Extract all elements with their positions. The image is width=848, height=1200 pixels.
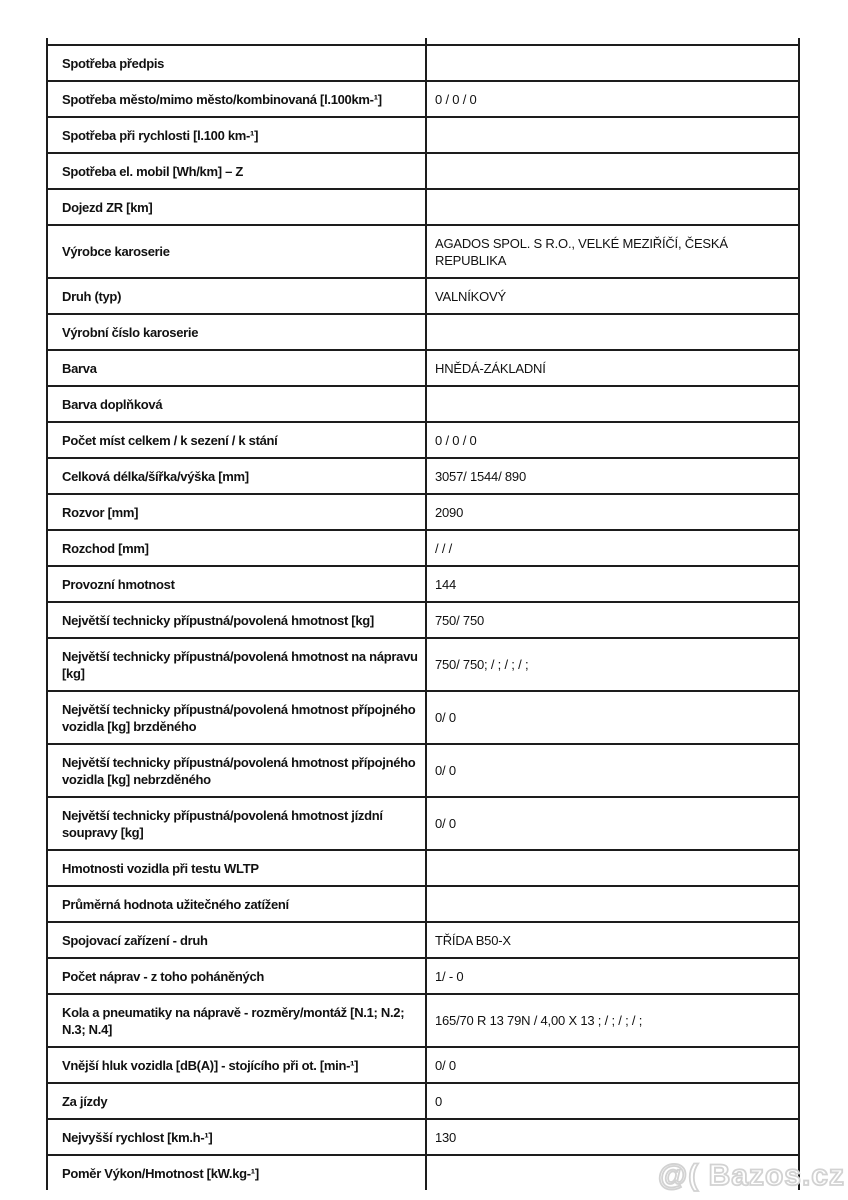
row-label: Spotřeba při rychlosti [l.100 km-¹] bbox=[48, 118, 427, 152]
table-row bbox=[48, 959, 798, 995]
row-label: Největší technicky přípustná/povolená hmotnost přípojného vozidla [kg] brzděného bbox=[48, 692, 427, 743]
table-row bbox=[48, 887, 798, 923]
row-value bbox=[427, 38, 798, 44]
table-row bbox=[48, 603, 798, 639]
table-row bbox=[48, 1048, 798, 1084]
row-label: Počet míst celkem / k sezení / k stání bbox=[48, 423, 427, 457]
row-value: 0 / 0 / 0 bbox=[435, 432, 477, 448]
row-value bbox=[427, 46, 798, 80]
table-row bbox=[48, 531, 798, 567]
row-label: Barva bbox=[48, 351, 427, 385]
row-value: 0 bbox=[435, 1093, 443, 1109]
row-value: TŘÍDA B50-X bbox=[435, 932, 511, 948]
bazos-watermark: @( Bazos.cz bbox=[658, 1159, 845, 1192]
row-value bbox=[427, 154, 798, 188]
row-label: Rozchod [mm] bbox=[48, 531, 427, 565]
table-row bbox=[48, 567, 798, 603]
row-label: Spotřeba předpis bbox=[48, 46, 427, 80]
table-row bbox=[48, 154, 798, 190]
table-row bbox=[48, 118, 798, 154]
row-value: 0 / 0 / 0 bbox=[435, 91, 477, 107]
table-row bbox=[48, 279, 798, 315]
table-row bbox=[48, 1084, 798, 1120]
table-row bbox=[48, 692, 798, 745]
row-value: 2090 bbox=[435, 504, 464, 520]
row-label: Výrobce karoserie bbox=[48, 226, 427, 277]
table-row bbox=[48, 351, 798, 387]
table-row bbox=[48, 495, 798, 531]
table-row-partial bbox=[48, 38, 798, 46]
row-label: Celková délka/šířka/výška [mm] bbox=[48, 459, 427, 493]
row-value: 144 bbox=[435, 576, 457, 592]
table-row bbox=[48, 387, 798, 423]
row-label: Barva doplňková bbox=[48, 387, 427, 421]
row-label: Kola a pneumatiky na nápravě - rozměry/montáž [N.1; N.2; N.3; N.4] bbox=[48, 995, 427, 1046]
table-row bbox=[48, 226, 798, 279]
table-row bbox=[48, 1120, 798, 1156]
table-row bbox=[48, 423, 798, 459]
row-label: Za jízdy bbox=[48, 1084, 427, 1118]
row-value: 0/ 0 bbox=[435, 816, 456, 831]
table-row bbox=[48, 639, 798, 692]
row-value: AGADOS SPOL. S R.O., VELKÉ MEZIŘÍČÍ, ČESKÁ REPUBLIKA bbox=[435, 235, 728, 268]
row-label: Výrobní číslo karoserie bbox=[48, 315, 427, 349]
row-label: Druh (typ) bbox=[48, 279, 427, 313]
row-label: Spojovací zařízení - druh bbox=[48, 923, 427, 957]
row-value bbox=[427, 387, 798, 421]
row-value: 1/ - 0 bbox=[435, 968, 464, 984]
row-label: Největší technicky přípustná/povolená hmotnost přípojného vozidla [kg] nebrzděného bbox=[48, 745, 427, 796]
vehicle-spec-table bbox=[46, 38, 800, 1190]
row-value bbox=[427, 887, 798, 921]
row-value: 3057/ 1544/ 890 bbox=[435, 468, 526, 484]
row-label: Spotřeba el. mobil [Wh/km] – Z bbox=[48, 154, 427, 188]
row-label: Hmotnosti vozidla při testu WLTP bbox=[48, 851, 427, 885]
table-row bbox=[48, 923, 798, 959]
row-label: Počet náprav - z toho poháněných bbox=[48, 959, 427, 993]
table-row bbox=[48, 46, 798, 82]
row-value: 0/ 0 bbox=[435, 710, 456, 725]
row-value: 0/ 0 bbox=[435, 763, 456, 778]
table-row bbox=[48, 190, 798, 226]
row-value: 130 bbox=[435, 1129, 457, 1145]
row-label bbox=[48, 38, 427, 44]
row-value: VALNÍKOVÝ bbox=[435, 288, 506, 304]
row-label: Spotřeba město/mimo město/kombinovaná [l.100km-¹] bbox=[48, 82, 427, 116]
row-value: / / / bbox=[435, 540, 453, 556]
row-value bbox=[427, 315, 798, 349]
table-row bbox=[48, 745, 798, 798]
row-value bbox=[427, 190, 798, 224]
row-label: Největší technicky přípustná/povolená hmotnost jízdní soupravy [kg] bbox=[48, 798, 427, 849]
row-value bbox=[427, 851, 798, 885]
row-label: Průměrná hodnota užitečného zatížení bbox=[48, 887, 427, 921]
row-value: 165/70 R 13 79N / 4,00 X 13 ; / ; / ; / ; bbox=[435, 1013, 643, 1028]
row-value bbox=[427, 118, 798, 152]
table-row bbox=[48, 82, 798, 118]
row-label: Vnější hluk vozidla [dB(A)] - stojícího při ot. [min-¹] bbox=[48, 1048, 427, 1082]
row-label: Nejvyšší rychlost [km.h-¹] bbox=[48, 1120, 427, 1154]
row-value: 750/ 750 bbox=[435, 612, 485, 628]
table-row bbox=[48, 798, 798, 851]
row-label: Poměr Výkon/Hmotnost [kW.kg-¹] bbox=[48, 1156, 427, 1190]
table-row bbox=[48, 315, 798, 351]
row-label: Rozvor [mm] bbox=[48, 495, 427, 529]
table-row bbox=[48, 995, 798, 1048]
table-row bbox=[48, 851, 798, 887]
row-label: Provozní hmotnost bbox=[48, 567, 427, 601]
row-value: HNĚDÁ-ZÁKLADNÍ bbox=[435, 360, 546, 376]
row-label: Dojezd ZR [km] bbox=[48, 190, 427, 224]
row-label: Největší technicky přípustná/povolená hmotnost [kg] bbox=[48, 603, 427, 637]
table-row bbox=[48, 459, 798, 495]
row-label: Největší technicky přípustná/povolená hmotnost na nápravu [kg] bbox=[48, 639, 427, 690]
row-value: 0/ 0 bbox=[435, 1057, 456, 1073]
table-rows bbox=[48, 46, 798, 1190]
row-value: 750/ 750; / ; / ; / ; bbox=[435, 657, 529, 672]
